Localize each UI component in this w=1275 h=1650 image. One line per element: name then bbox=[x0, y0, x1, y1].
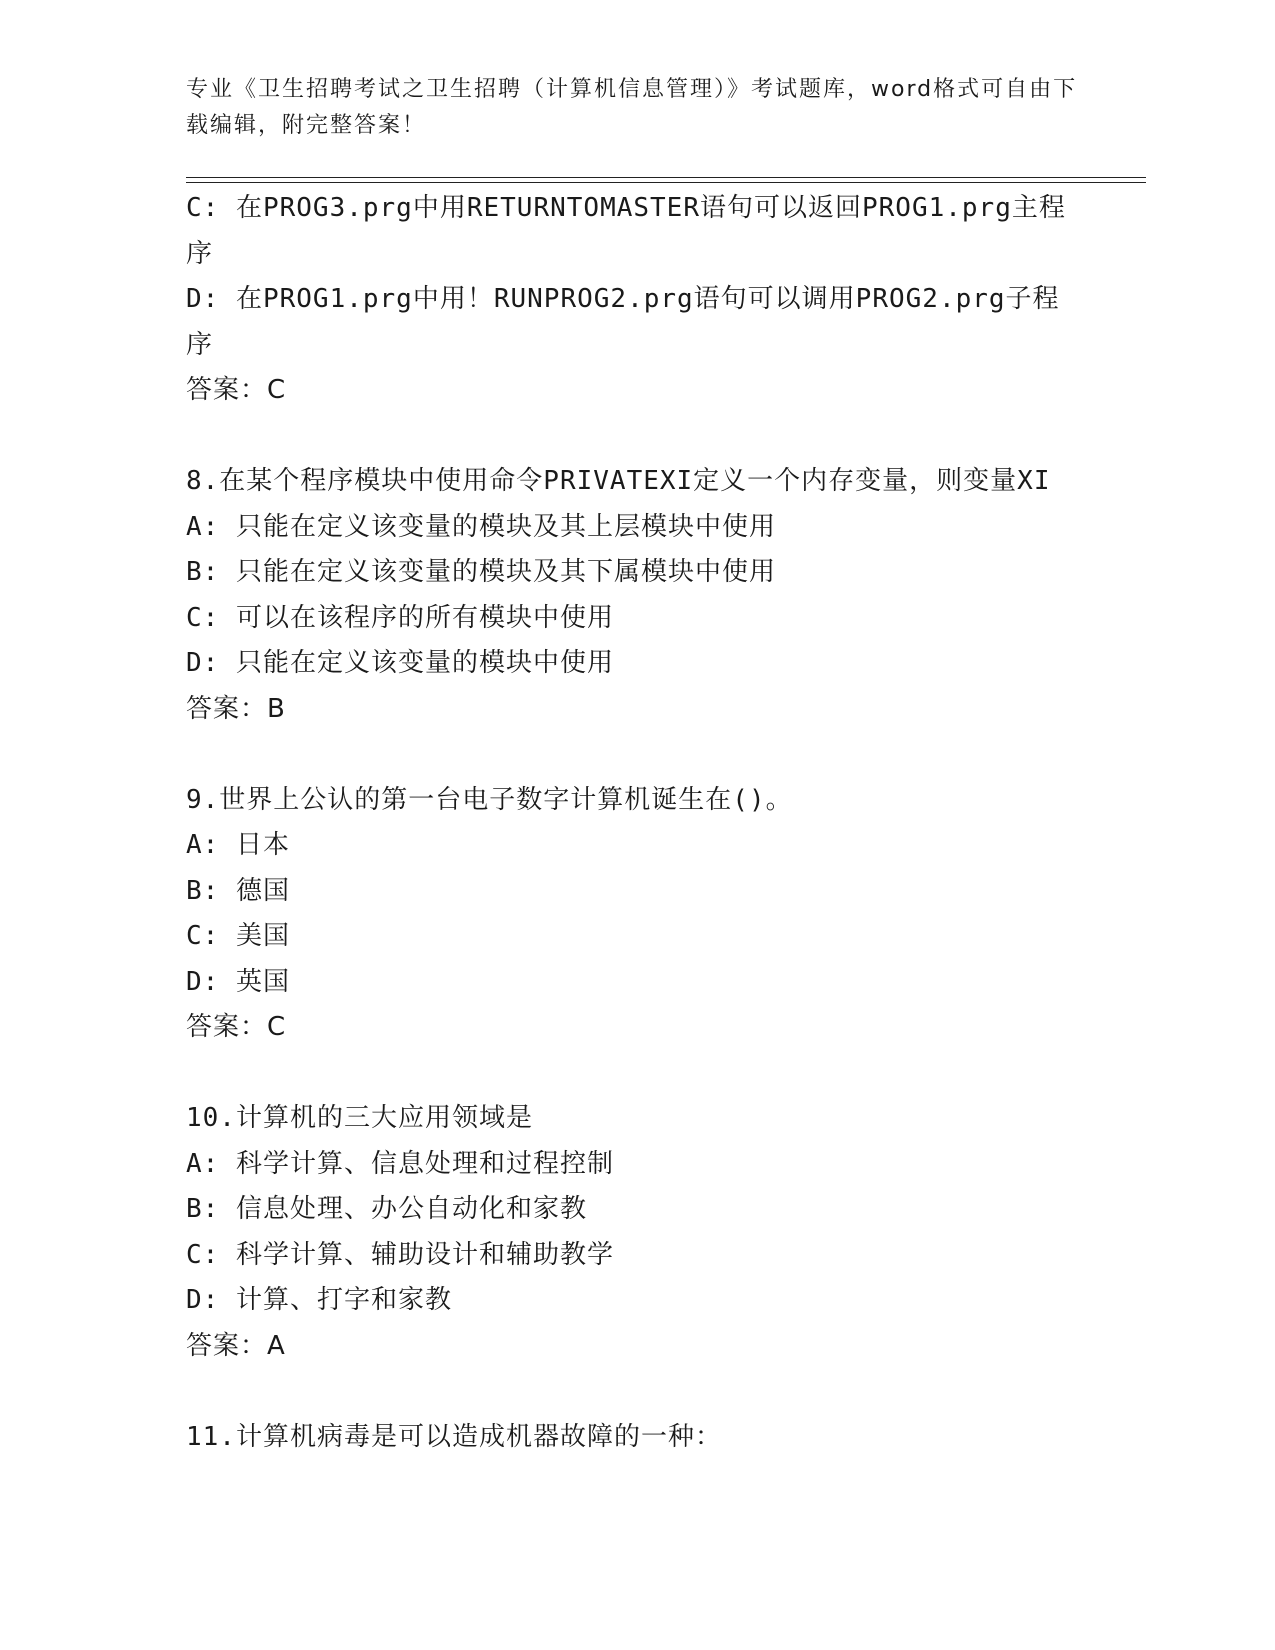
question-11 bbox=[186, 1415, 1086, 1461]
header-rule-top bbox=[186, 177, 1146, 178]
question-list bbox=[186, 186, 1086, 1460]
question-text: 11.计算机病毒是可以造成机器故障的一种： bbox=[186, 1421, 722, 1452]
question-text: 9.世界上公认的第一台电子数字计算机诞生在()。 bbox=[186, 784, 793, 815]
question-8 bbox=[186, 459, 1086, 732]
question-text: 10.计算机的三大应用领域是 bbox=[186, 1103, 533, 1133]
option-b: B: 信息处理、办公自动化和家教 bbox=[186, 1194, 587, 1224]
answer: 答案：C bbox=[186, 375, 287, 405]
option-c: C: 科学计算、辅助设计和辅助教学 bbox=[186, 1239, 614, 1270]
option-d: D: 只能在定义该变量的模块中使用 bbox=[186, 648, 614, 678]
header-rule-bottom bbox=[186, 182, 1146, 183]
option-a: A: 只能在定义该变量的模块及其上层模块中使用 bbox=[186, 511, 776, 542]
option-c: C: 可以在该程序的所有模块中使用 bbox=[186, 602, 614, 633]
header-text: 专业《卫生招聘考试之卫生招聘（计算机信息管理）》考试题库，word格式可自由下载编辑，附完整答案！ bbox=[186, 77, 1078, 138]
option-b: B: 德国 bbox=[186, 875, 290, 906]
option-d: D: 在PROG1.prg中用！RUNPROG2.prg语句可以调用PROG2.prg子程序 bbox=[186, 284, 1060, 360]
question-7-continued bbox=[186, 186, 1086, 414]
option-c: C: 在PROG3.prg中用RETURNTOMASTER语句可以返回PROG1.prg主程序 bbox=[186, 193, 1066, 269]
answer: 答案：A bbox=[186, 1330, 286, 1361]
question-9 bbox=[186, 778, 1086, 1051]
option-c: C: 美国 bbox=[186, 921, 290, 951]
option-a: A: 科学计算、信息处理和过程控制 bbox=[186, 1148, 614, 1179]
option-d: D: 英国 bbox=[186, 966, 290, 997]
option-b: B: 只能在定义该变量的模块及其下属模块中使用 bbox=[186, 557, 776, 587]
document-header bbox=[186, 72, 1086, 144]
answer: 答案：B bbox=[186, 693, 286, 724]
spacer bbox=[186, 414, 1086, 460]
option-a: A: 日本 bbox=[186, 830, 290, 860]
answer: 答案：C bbox=[186, 1012, 287, 1042]
spacer bbox=[186, 1369, 1086, 1415]
spacer bbox=[186, 732, 1086, 778]
question-10 bbox=[186, 1096, 1086, 1369]
question-text: 8.在某个程序模块中使用命令PRIVATEXI定义一个内存变量，则变量XI bbox=[186, 466, 1051, 496]
option-d: D: 计算、打字和家教 bbox=[186, 1285, 452, 1315]
spacer bbox=[186, 1051, 1086, 1097]
